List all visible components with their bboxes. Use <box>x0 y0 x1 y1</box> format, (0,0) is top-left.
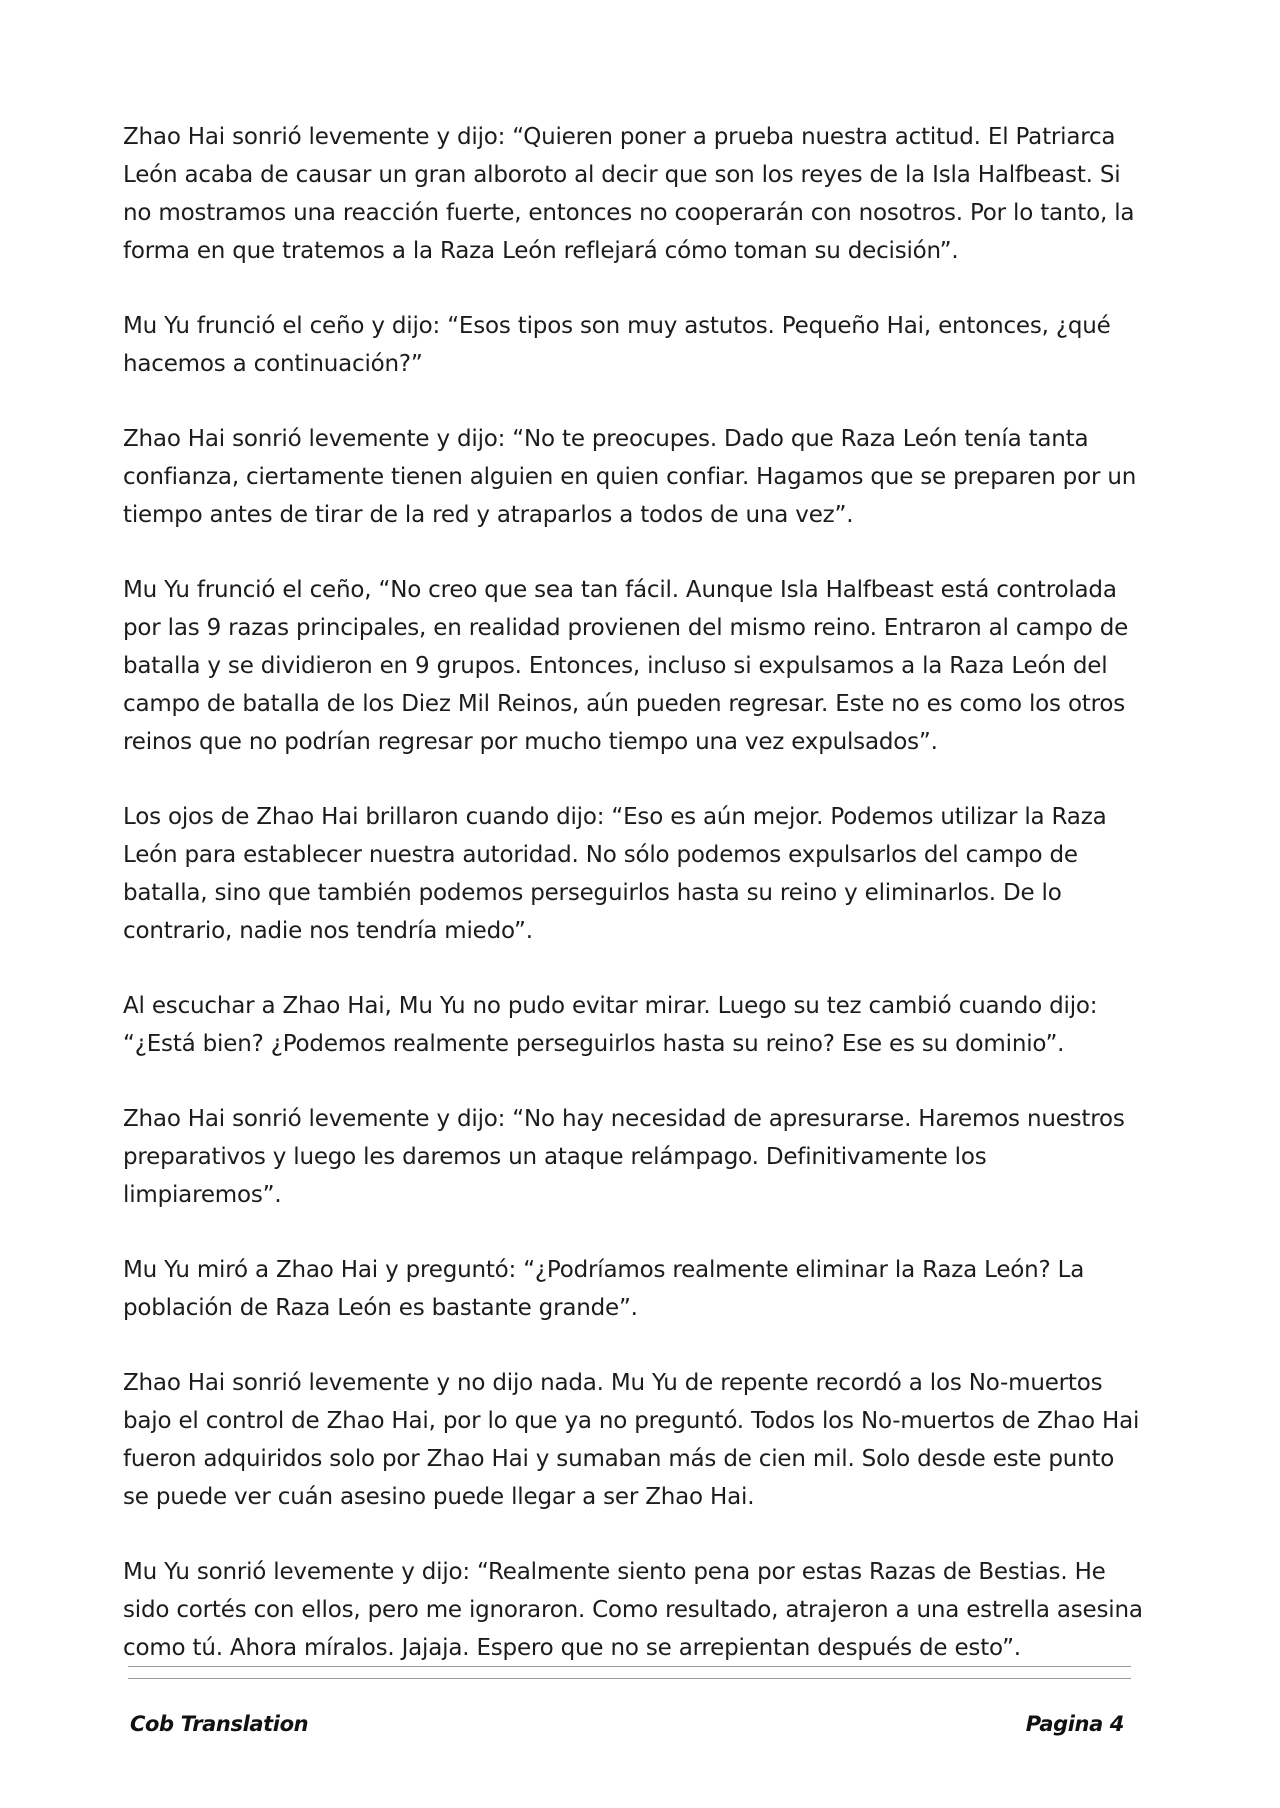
footer-page-number: Pagina 4 <box>1025 1712 1124 1736</box>
paragraph: Zhao Hai sonrió levemente y dijo: “No hay necesidad de apresurarse. Haremos nuestros preparativos y luego les daremos un ataque relámpago. Definitivamente los limpiaremos”. <box>123 1106 1125 1208</box>
paragraph: Los ojos de Zhao Hai brillaron cuando dijo: “Eso es aún mejor. Podemos utilizar la Raza León para establecer nuestra autoridad. No sólo podemos expulsarlos del campo de batalla, sino que también podemos perseguirlos hasta su reino y eliminarlos. De lo contrario, nadie nos tendría miedo”. <box>123 804 1107 944</box>
paragraph: Mu Yu sonrió levemente y dijo: “Realmente siento pena por estas Razas de Bestias. He sido cortés con ellos, pero me ignoraron. Como resultado, atrajeron a una estrella asesina como tú. Ahora míralos. Jajaja. Espero que no se arrepientan después de esto”. <box>123 1559 1143 1661</box>
footer-divider-top <box>128 1666 1131 1667</box>
paragraph: Zhao Hai sonrió levemente y dijo: “No te preocupes. Dado que Raza León tenía tanta confianza, ciertamente tienen alguien en quien confiar. Hagamos que se preparen por un tiempo antes de tirar de la red y atraparlos a todos de una vez”. <box>123 426 1137 528</box>
footer-translator-credit: Cob Translation <box>130 1712 309 1736</box>
paragraph: Mu Yu miró a Zhao Hai y preguntó: “¿Podríamos realmente eliminar la Raza León? La población de Raza León es bastante grande”. <box>123 1257 1085 1321</box>
paragraph: Mu Yu frunció el ceño y dijo: “Esos tipos son muy astutos. Pequeño Hai, entonces, ¿qué hacemos a continuación?” <box>123 313 1111 377</box>
page-body <box>123 118 1143 1704</box>
paragraph: Zhao Hai sonrió levemente y no dijo nada. Mu Yu de repente recordó a los No-muertos bajo el control de Zhao Hai, por lo que ya no preguntó. Todos los No-muertos de Zhao Hai fueron adquiridos solo por Zhao Hai y sumaban más de cien mil. Solo desde este punto se puede ver cuán asesino puede llegar a ser Zhao Hai. <box>123 1370 1140 1510</box>
paragraph: Zhao Hai sonrió levemente y dijo: “Quieren poner a prueba nuestra actitud. El Patriarca León acaba de causar un gran alboroto al decir que son los reyes de la Isla Halfbeast. Si no mostramos una reacción fuerte, entonces no cooperarán con nosotros. Por lo tanto, la forma en que tratemos a la Raza León reflejará cómo toman su decisión”. <box>123 124 1135 264</box>
paragraph: Al escuchar a Zhao Hai, Mu Yu no pudo evitar mirar. Luego su tez cambió cuando dijo: “¿Está bien? ¿Podemos realmente perseguirlos hasta su reino? Ese es su dominio”. <box>123 993 1098 1057</box>
paragraph: Mu Yu frunció el ceño, “No creo que sea tan fácil. Aunque Isla Halfbeast está controlada por las 9 razas principales, en realidad provienen del mismo reino. Entraron al campo de batalla y se dividieron en 9 grupos. Entonces, incluso si expulsamos a la Raza León del campo de batalla de los Diez Mil Reinos, aún pueden regresar. Este no es como los otros reinos que no podrían regresar por mucho tiempo una vez expulsados”. <box>123 577 1129 755</box>
footer-divider-bottom <box>128 1678 1131 1679</box>
